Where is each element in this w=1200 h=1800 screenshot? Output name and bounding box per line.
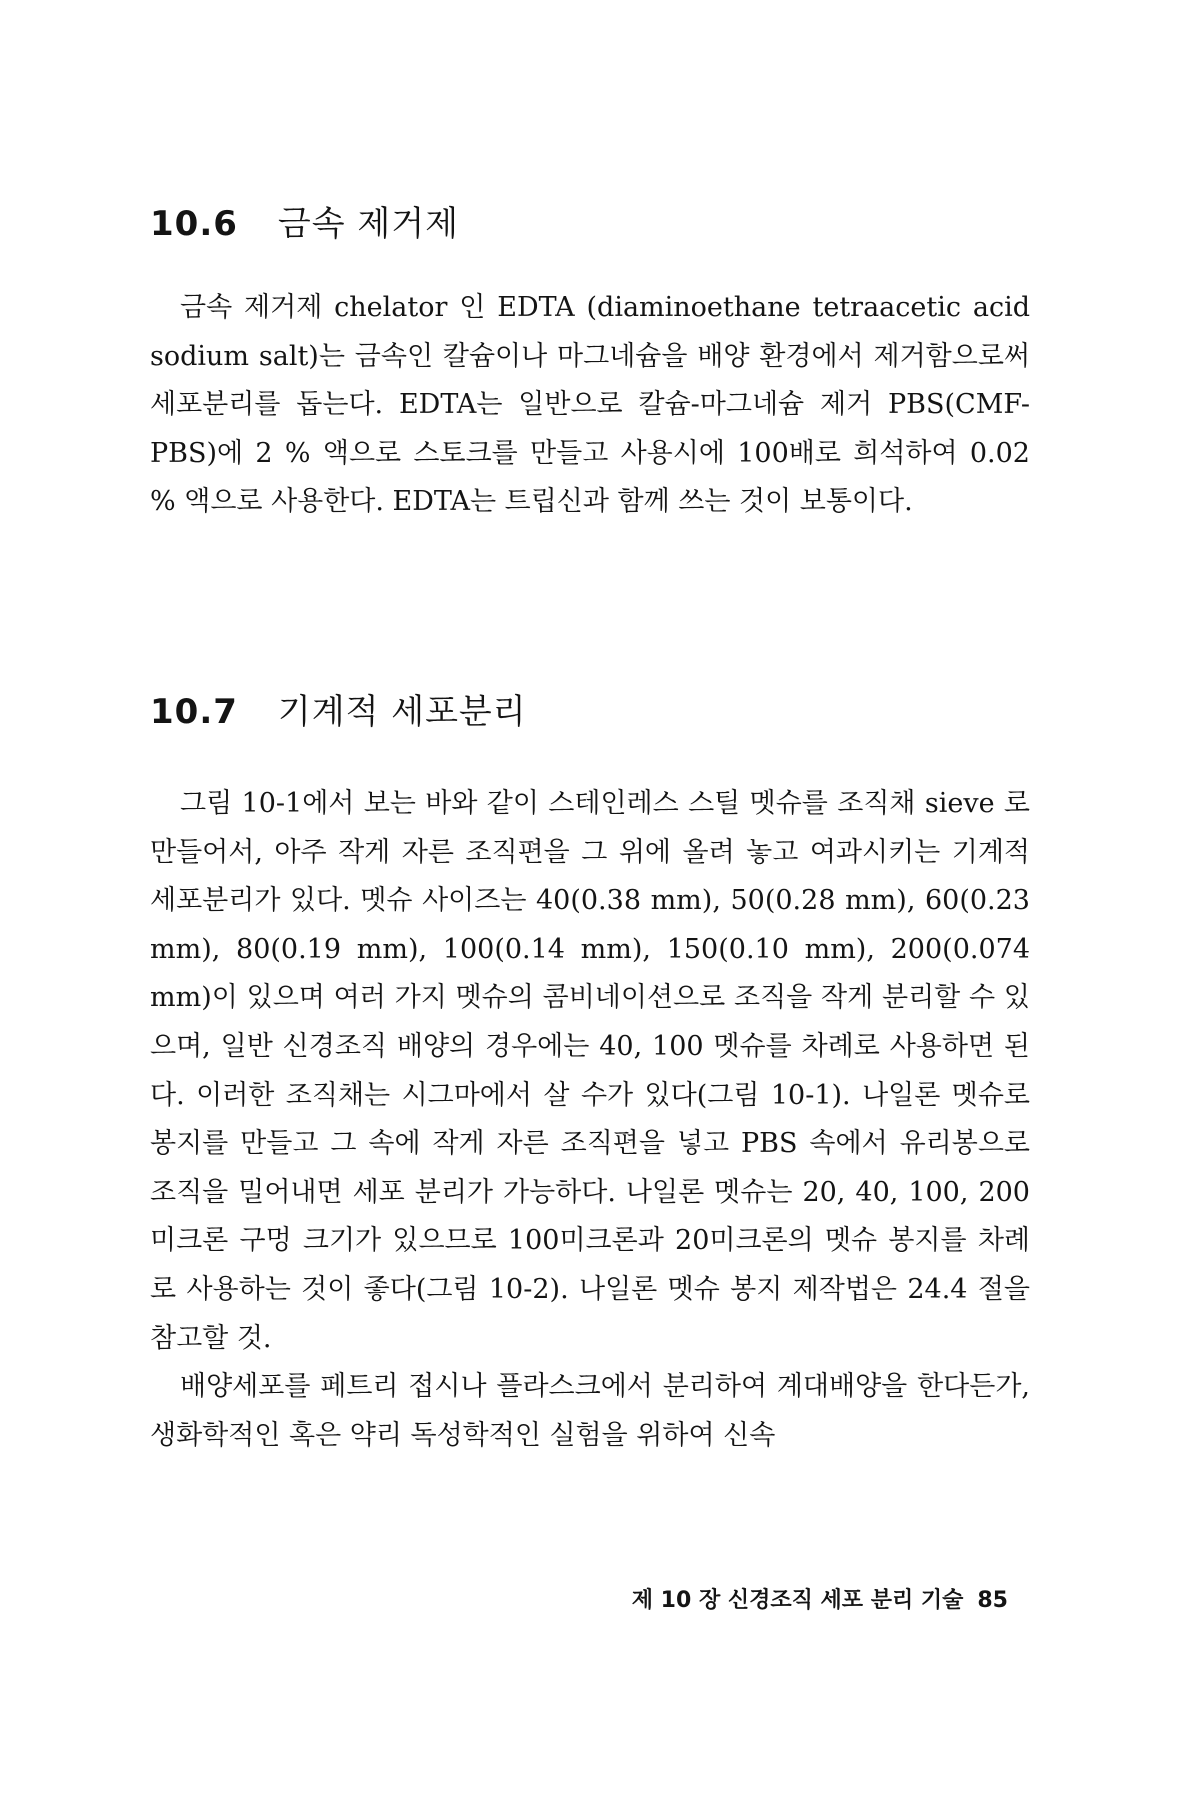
paragraph-mesh-sieve: 그림 10-1에서 보는 바와 같이 스테인레스 스틸 멧슈를 조직채 sieve 로 만들어서, 아주 작게 자른 조직편을 그 위에 올려 놓고 여과시키는 기계적 세포분리가 있다. 멧슈 사이즈는 40(0.38 mm), 50(0.28 mm), 60(0.23 mm), 80(0.19 mm), 100(0.14 mm), 150(0.10 mm), 200(0.074 mm)이 있으며 여러 가지 멧슈의 콤비네이션으로 조직을 작게 분리할 수 있으며, 일반 신경조직 배양의 경우에는 40, 100 멧슈를 차례로 사용하면 된다. 이러한 조직채는 시그마에서 살 수가 있다(그림 10-1). 나일론 멧슈로 봉지를 만들고 그 속에 작게 자른 조직편을 넣고 PBS 속에서 유리봉으로 조직을 밀어내면 세포 분리가 가능하다. 나일론 멧슈는 20, 40, 100, 200미크론 구멍 크기가 있으므로 100미크론과 20미크론의 멧슈 봉지를 차례로 사용하는 것이 좋다(그림 10-2). 나일론 멧슈 봉지 제작법은 24.4 절을 참고할 것.	[150, 788, 1030, 1354]
section-number: 10.7	[150, 692, 238, 732]
section-body-mechanical-dissociation	[150, 780, 1030, 1460]
page-number: 85	[977, 1588, 1008, 1613]
section-title: 기계적 세포분리	[277, 692, 527, 732]
paragraph-subculture: 배양세포를 페트리 접시나 플라스크에서 분리하여 계대배양을 한다든가, 생화학적인 혹은 약리 독성학적인 실험을 위하여 신속	[150, 1371, 1030, 1451]
chapter-title: 제 10 장 신경조직 세포 분리 기술	[631, 1588, 964, 1613]
section-heading-10-6	[150, 196, 459, 245]
paragraph-metal-chelator: 금속 제거제 chelator 인 EDTA (diaminoethane tetraacetic acid sodium salt)는 금속인 칼슘이나 마그네슘을 배양 환경에서 제거함으로써 세포분리를 돕는다. EDTA는 일반으로 칼슘-마그네슘 제거 PBS(CMF-PBS)에 2 % 액으로 스토크를 만들고 사용시에 100배로 희석하여 0.02 % 액으로 사용한다. EDTA는 트립신과 함께 쓰는 것이 보통이다.	[150, 292, 1030, 518]
section-title: 금속 제거제	[277, 204, 459, 244]
section-heading-10-7	[150, 684, 527, 733]
running-footer	[632, 1583, 1008, 1614]
section-number: 10.6	[150, 204, 238, 244]
